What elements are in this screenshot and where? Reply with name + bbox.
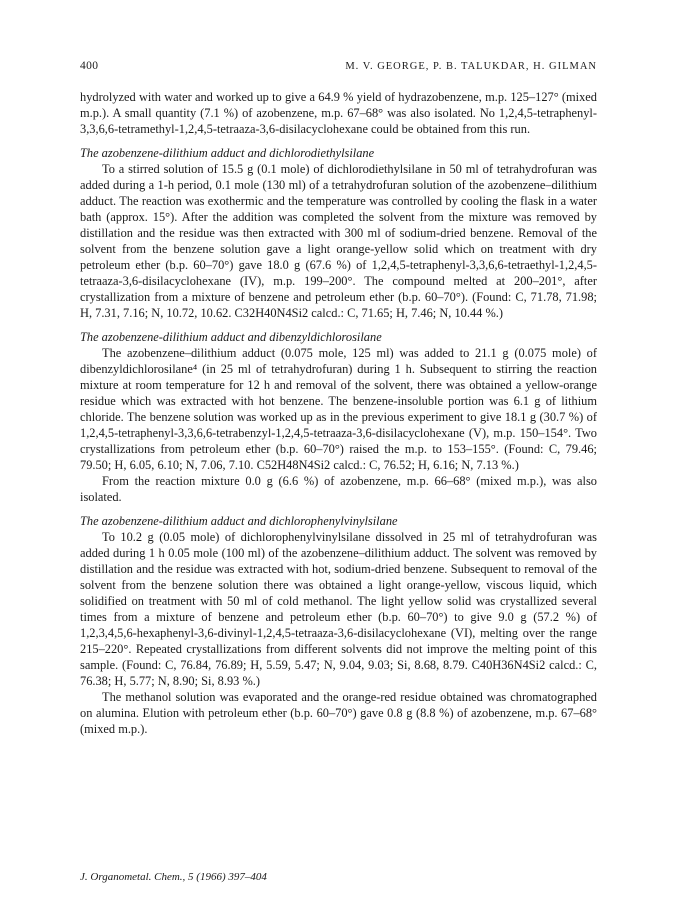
section-title: The azobenzene-dilithium adduct and dichlorophenylvinylsilane [80, 514, 398, 528]
section-phenylvinylsilane [80, 513, 597, 737]
section-paragraph: To a stirred solution of 15.5 g (0.1 mole) of dichlorodiethylsilane in 50 ml of tetrahydrofuran was added during a 1-h period, 0.1 mole (130 ml) of a tetrahydrofuran solution of the azobenzene–dilithium adduct. The reaction was exothermic and the temperature was controlled by cooling the flask in a water bath (approx. 15°). After the addition was completed the solvent from the mixture was removed by distillation and the residue was then extracted with 300 ml of sodium-dried benzene. Removal of the solvent from the benzene solution gave a light orange-yellow solid which on treatment with dry petroleum ether (b.p. 60–70°) gave 18.0 g (67.6 %) of 1,2,4,5-tetraphenyl-3,3,6,6-tetraethyl-1,2,4,5-tetraaza-3,6-disilacyclohexane (IV), m.p. 199–200°. The compound melted at 200–201°, after crystallization from a mixture of benzene and petroleum ether (b.p. 60–70°). (Found: C, 71.78, 71.98; H, 7.31, 7.16; N, 10.72, 10.62. C32H40N4Si2 calcd.: C, 71.65; H, 7.46; N, 10.44 %.) [80, 162, 597, 320]
section-paragraph: To 10.2 g (0.05 mole) of dichlorophenylvinylsilane dissolved in 25 ml of tetrahydrofuran was added during 1 h 0.05 mole (100 ml) of the azobenzene–dilithium adduct. The solvent was removed by distillation and the residue was extracted with hot, sodium-dried benzene. Subsequent to removal of the solvent from the benzene solution there was obtained a light orange-yellow, viscous liquid, which solidified on treatment with 50 ml of cold methanol. The light yellow solid was crystallized several times from a mixture of benzene and petroleum ether (b.p. 60–70°) to give 9.0 g (57.2 %) of 1,2,3,4,5,6-hexaphenyl-3,6-divinyl-1,2,4,5-tetraaza-3,6-disilacyclohexane (VI), melting over the range 215–220°. Repeated crystallizations from different solvents did not improve the melting point of this sample. (Found: C, 76.84, 76.89; H, 5.59, 5.47; N, 9.04, 9.03; Si, 8.68, 8.79. C40H36N4Si2 calcd.: C, 76.38; H, 5.77; N, 8.90; Si, 8.93 %.) [80, 530, 597, 688]
section-diethylsilane [80, 145, 597, 321]
journal-citation-footer: J. Organometal. Chem., 5 (1966) 397–404 [80, 871, 267, 883]
intro-paragraph: hydrolyzed with water and worked up to give a 64.9 % yield of hydrazobenzene, m.p. 125–127° (mixed m.p.). A small quantity (7.1 %) of azobenzene, m.p. 67–68° was also isolated. No 1,2,4,5-tetraphenyl-3,3,6,6-tetramethyl-1,2,4,5-tetraaza-3,6-disilacyclohexane could be obtained from this run. [80, 90, 597, 136]
section-paragraph: From the reaction mixture 0.0 g (6.6 %) of azobenzene, m.p. 66–68° (mixed m.p.), was also isolated. [80, 474, 597, 504]
section-paragraph: The azobenzene–dilithium adduct (0.075 mole, 125 ml) was added to 21.1 g (0.075 mole) of dibenzyldichlorosilane⁴ (in 25 ml of tetrahydrofuran) during 1 h. Subsequent to stirring the reaction mixture at room temperature for 12 h and removal of the solvent, there was obtained a yellow-orange residue which was extracted with hot benzene. The benzene-insoluble portion was 6.1 g of lithium chloride. The benzene solution was worked up as in the previous experiment to give 18.1 g (30.7 %) of 1,2,4,5-tetraphenyl-3,3,6,6-tetrabenzyl-1,2,4,5-tetraaza-3,6-disilacyclohexane (V), m.p. 150–154°. Two crystallizations from petroleum ether (b.p. 60–70°) raised the m.p. to 153–155°. (Found: C, 79.46; 79.50; H, 6.05, 6.10; N, 7.06, 7.10. C52H48N4Si2 calcd.: C, 76.52; H, 6.16; N, 7.13 %.) [80, 346, 597, 472]
section-title: The azobenzene-dilithium adduct and dichlorodiethylsilane [80, 146, 375, 160]
author-line: M. V. GEORGE, P. B. TALUKDAR, H. GILMAN [345, 61, 597, 72]
running-head [80, 58, 597, 75]
section-dibenzylsilane [80, 329, 597, 505]
section-paragraph: The methanol solution was evaporated and the orange-red residue obtained was chromatographed on alumina. Elution with petroleum ether (b.p. 60–70°) gave 0.8 g (8.8 %) of azobenzene, m.p. 67–68° (mixed m.p.). [80, 690, 597, 736]
section-title: The azobenzene-dilithium adduct and dibenzyldichlorosilane [80, 330, 382, 344]
page-number: 400 [80, 60, 99, 72]
